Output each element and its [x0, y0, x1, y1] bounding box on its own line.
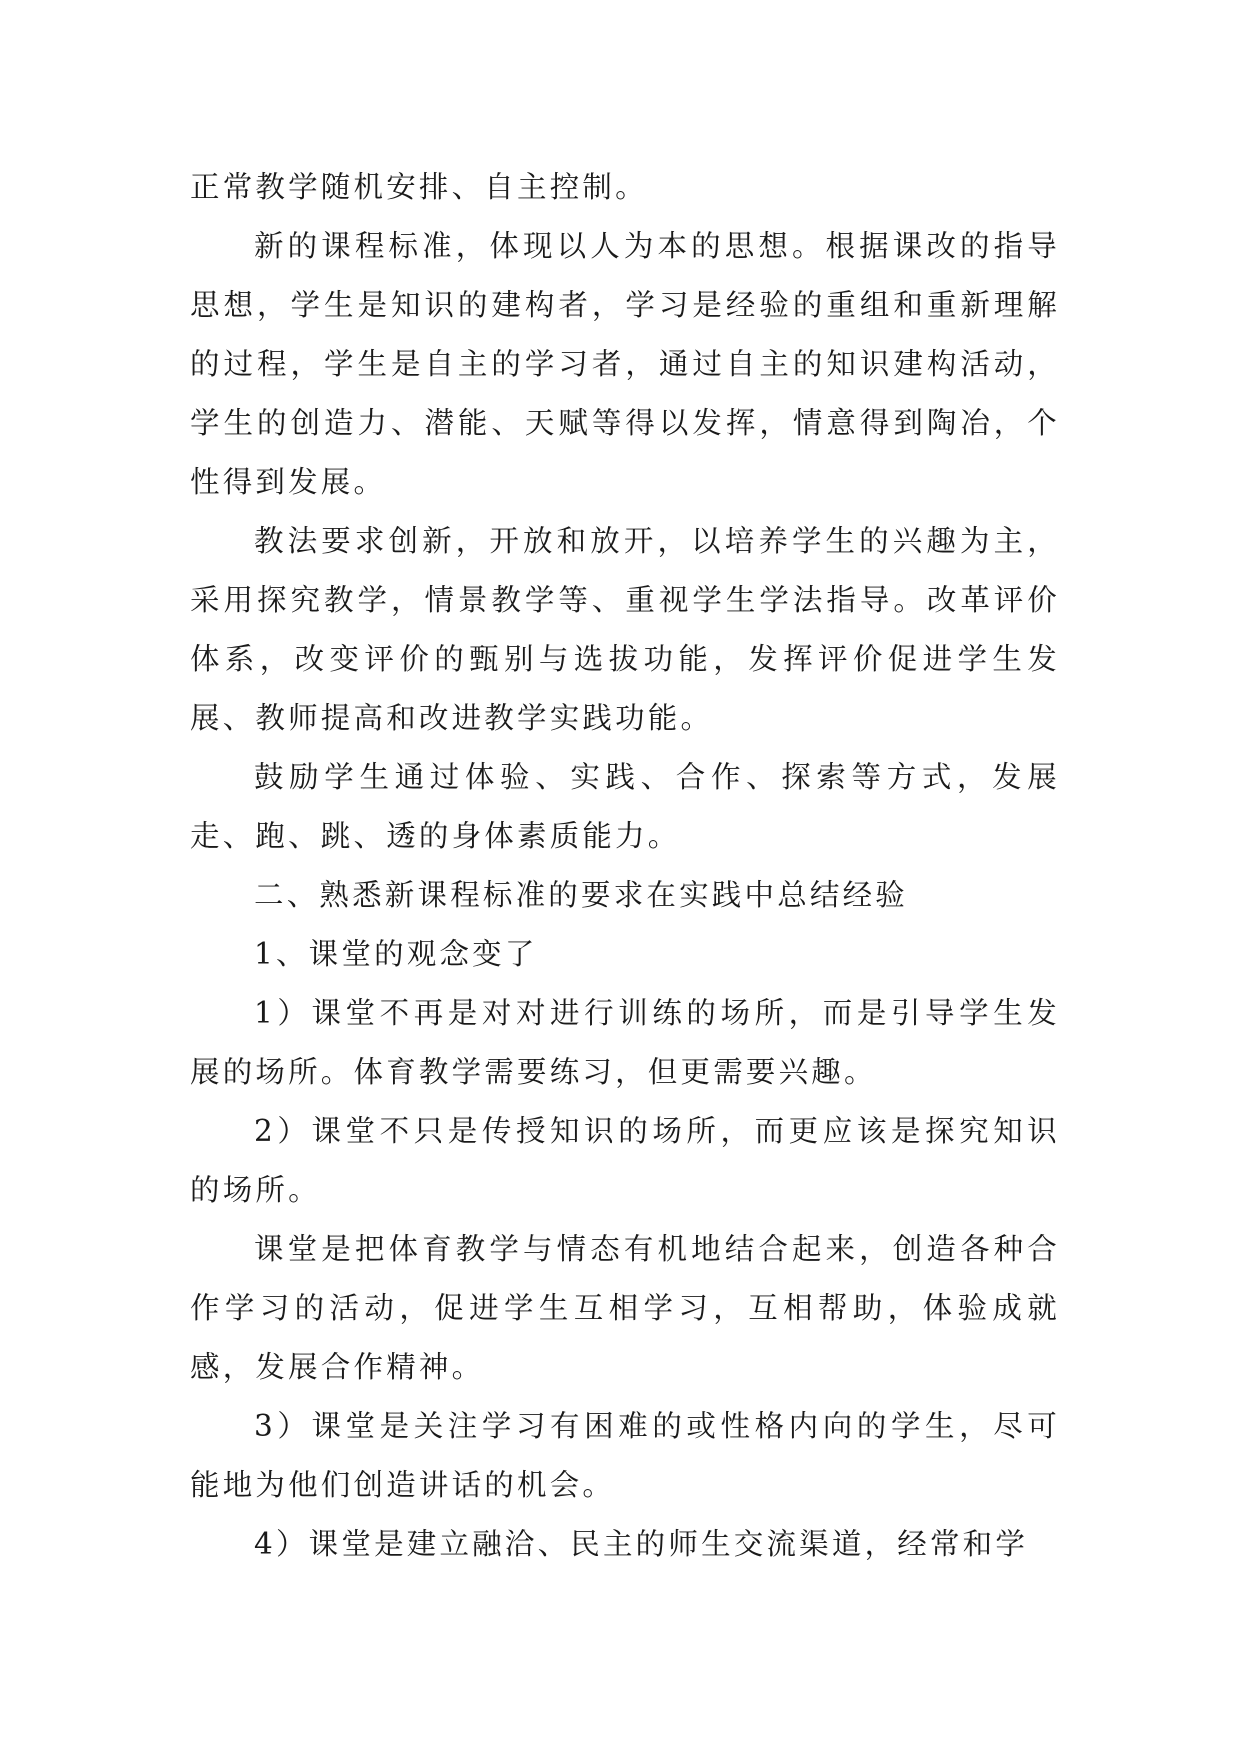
list-item: 2）课堂不只是传授知识的场所，而更应该是探究知识的场所。 — [190, 1114, 1060, 1207]
list-item: 1）课堂不再是对对进行训练的场所，而是引导学生发展的场所。体育教学需要练习，但更需要兴趣。 — [190, 996, 1060, 1089]
list-item: 3）课堂是关注学习有困难的或性格内向的学生，尽可能地为他们创造讲话的机会。 — [190, 1409, 1060, 1502]
section-heading: 二、熟悉新课程标准的要求在实践中总结经验 — [254, 878, 909, 912]
list-item: 4）课堂是建立融洽、民主的师生交流渠道，经常和学 — [254, 1527, 1029, 1561]
subsection-heading: 1、课堂的观念变了 — [254, 937, 538, 971]
paragraph: 正常教学随机安排、自主控制。 — [190, 170, 648, 204]
paragraph: 鼓励学生通过体验、实践、合作、探索等方式，发展走、跑、跳、透的身体素质能力。 — [190, 760, 1060, 853]
paragraph: 新的课程标准，体现以人为本的思想。根据课改的指导思想，学生是知识的建构者，学习是经验的重组和重新理解的过程，学生是自主的学习者，通过自主的知识建构活动，学生的创造力、潜能、天赋等得以发挥，情意得到陶冶，个性得到发展。 — [190, 229, 1060, 499]
paragraph: 教法要求创新，开放和放开，以培养学生的兴趣为主，采用探究教学，情景教学等、重视学生学法指导。改革评价体系，改变评价的甄别与选拔功能，发挥评价促进学生发展、教师提高和改进教学实践功能。 — [190, 524, 1060, 735]
document-body — [190, 158, 1060, 1574]
paragraph: 课堂是把体育教学与情态有机地结合起来，创造各种合作学习的活动，促进学生互相学习，互相帮助，体验成就感，发展合作精神。 — [190, 1232, 1060, 1384]
